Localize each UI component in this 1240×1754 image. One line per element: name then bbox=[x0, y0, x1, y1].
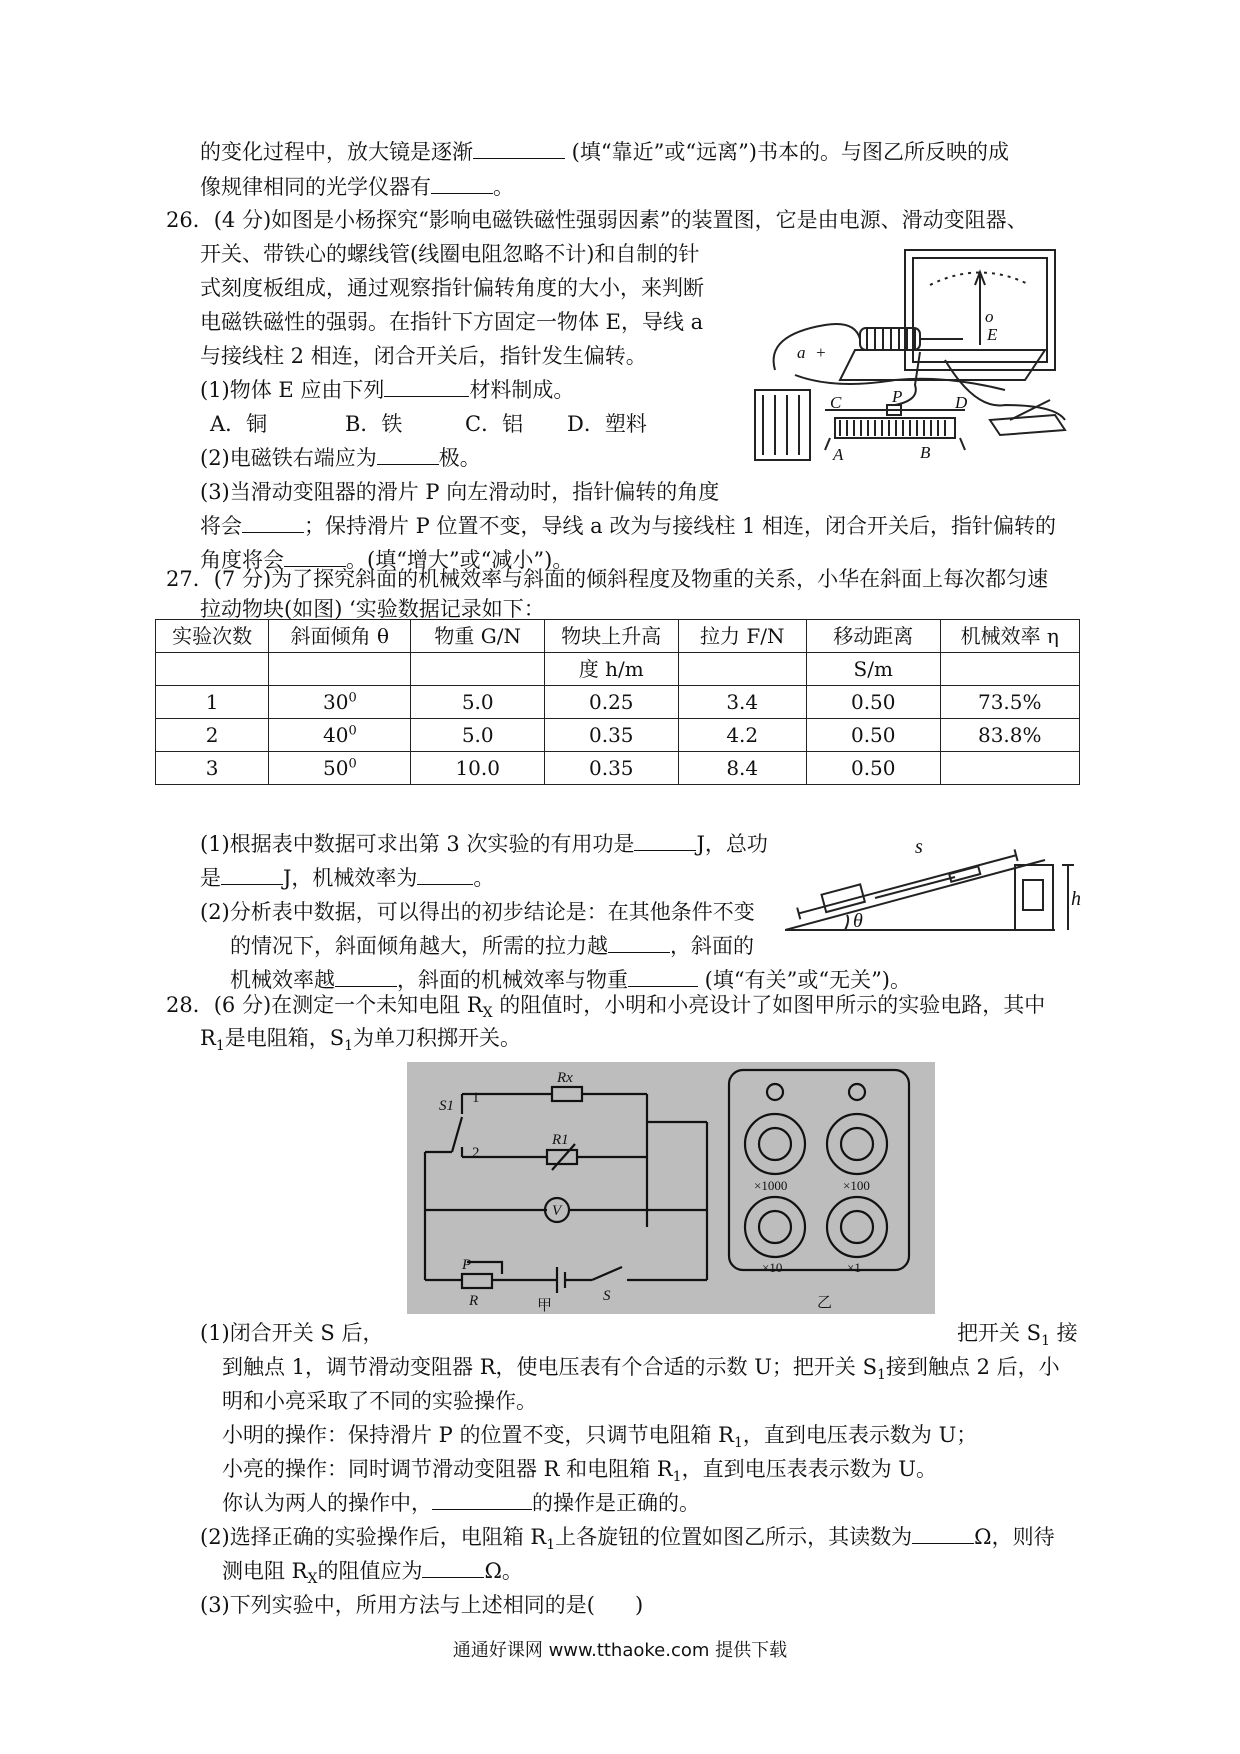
cell-distance: 0.50 bbox=[806, 752, 940, 785]
cell-trial: 3 bbox=[156, 752, 269, 785]
answer-blank[interactable] bbox=[417, 862, 473, 885]
cell-weight: 10.0 bbox=[411, 752, 545, 785]
table-header-row bbox=[156, 620, 1080, 653]
q28-part1: (1)闭合开关 S 后， bbox=[200, 1321, 384, 1345]
cell-weight: 5.0 bbox=[411, 686, 545, 719]
q25-line2: 像规律相同的光学仪器有 。 bbox=[200, 170, 514, 204]
q28-ask: 你认为两人的操作中， 的操作是正确的。 bbox=[222, 1486, 700, 1520]
q26-line: 开关、带铁心的螺线管(线圈电阻忽略不计)和自制的针 bbox=[200, 242, 700, 266]
theta-label: θ bbox=[853, 910, 863, 932]
p-label: P bbox=[892, 387, 903, 406]
cell-distance: 0.50 bbox=[806, 719, 940, 752]
q26-line: 与接线柱 2 相连，闭合开关后，指针发生偏转。 bbox=[200, 344, 647, 368]
switch-s-label: S bbox=[603, 1288, 611, 1304]
experiment-table bbox=[155, 619, 1080, 785]
answer-blank[interactable] bbox=[912, 1521, 974, 1544]
q28-line2: $R_1$是电阻箱，$S_1$为单刀积掷开关。 bbox=[200, 1026, 522, 1055]
option-b: B．铁 bbox=[345, 412, 403, 436]
xiaoliang-op: 小亮的操作：同时调节滑动变阻器 R 和电阻箱 $R_1$，直到电压表表示数为 U。 bbox=[222, 1457, 937, 1486]
header-cell: 移动距离 bbox=[806, 620, 940, 653]
x100-label: ×100 bbox=[843, 1178, 870, 1193]
xiaoming-op: 小明的操作：保持滑片 P 的位置不变，只调节电阻箱 $R_1$，直到电压表示数为 U； bbox=[222, 1423, 978, 1452]
table-row bbox=[156, 686, 1080, 719]
header-cell bbox=[156, 653, 269, 686]
fig-yi-label: 乙 bbox=[817, 1295, 833, 1311]
cell-angle: $30^0$ bbox=[269, 686, 411, 719]
q26-line: 电磁铁磁性的强弱。在指针下方固定一物体 E，导线 a bbox=[200, 310, 704, 334]
q28-part2: (2)选择正确的实验操作后，电阻箱 $R_1$上各旋钮的位置如图乙所示，其读数为 Ω，则待 bbox=[200, 1520, 1055, 1554]
answer-blank[interactable] bbox=[431, 171, 493, 194]
s-label: s bbox=[915, 836, 923, 858]
cell-trial: 1 bbox=[156, 686, 269, 719]
q28-head: 28．(6 分)在测定一个未知电阻 $R_X$ 的阻值时，小明和小亮设计了如图甲所示的实验电路，其中 bbox=[166, 993, 1046, 1022]
q26-part3-line3: 角度将会 。(填“增大”或“减小”)。 bbox=[200, 543, 573, 577]
q27-part1-line2: 是 J，机械效率为 。 bbox=[200, 861, 494, 895]
header-cell: S/m bbox=[806, 653, 940, 686]
header-cell: 机械效率 η bbox=[940, 620, 1080, 653]
q26-part2: (2)电磁铁右端应为 极。 bbox=[200, 441, 481, 475]
b-label: B bbox=[920, 443, 931, 462]
cell-efficiency: 83.8% bbox=[940, 719, 1080, 752]
cell-weight: 5.0 bbox=[411, 719, 545, 752]
q27-head: 27．(7 分)为了探究斜面的机械效率与斜面的倾斜程度及物重的关系，小华在斜面上每次都匀速 bbox=[166, 567, 1049, 591]
h-label: h bbox=[1071, 888, 1081, 910]
q27-part1: (1)根据表中数据可求出第 3 次实验的有用功是 J，总功 bbox=[200, 827, 768, 861]
slider-p-label: P bbox=[462, 1257, 472, 1273]
answer-blank[interactable] bbox=[242, 510, 304, 533]
x1-label: ×1 bbox=[847, 1260, 861, 1275]
header-cell: 物重 G/N bbox=[411, 620, 545, 653]
header-cell: 度 h/m bbox=[544, 653, 678, 686]
q28-part1-right: 把开关 $S_1$ 接 bbox=[957, 1321, 1078, 1350]
q28-part1-line3: 明和小亮采取了不同的实验操作。 bbox=[222, 1389, 537, 1413]
header-cell bbox=[411, 653, 545, 686]
header-cell: 物块上升高 bbox=[544, 620, 678, 653]
x10-label: ×10 bbox=[762, 1260, 783, 1275]
q26-part3: (3)当滑动变阻器的滑片 P 向左滑动时，指针偏转的角度 bbox=[200, 480, 720, 504]
a-wire-label: a bbox=[797, 343, 806, 362]
x1000-label: ×1000 bbox=[754, 1178, 788, 1193]
answer-blank[interactable] bbox=[473, 136, 565, 159]
cell-distance: 0.50 bbox=[806, 686, 940, 719]
contact-2-label: 2 bbox=[472, 1145, 480, 1161]
incline-figure bbox=[785, 825, 1085, 940]
option-c: C．铝 bbox=[465, 412, 524, 436]
s1-label: S1 bbox=[439, 1098, 454, 1114]
option-d: D．塑料 bbox=[567, 412, 647, 436]
cell-height: 0.35 bbox=[544, 719, 678, 752]
d-label: D bbox=[955, 393, 968, 412]
answer-blank[interactable] bbox=[422, 1555, 484, 1578]
table-row bbox=[156, 719, 1080, 752]
q28-part2-line2: 测电阻 $R_X$的阻值应为 Ω。 bbox=[222, 1554, 523, 1588]
option-a: A．铜 bbox=[210, 412, 268, 436]
e-label: E bbox=[987, 325, 998, 344]
voltmeter-label: V bbox=[552, 1203, 562, 1219]
q27-part2: (2)分析表中数据，可以得出的初步结论是：在其他条件不变 bbox=[200, 900, 755, 924]
pivot-label: o bbox=[985, 307, 994, 326]
q26-head: 26．(4 分)如图是小杨探究“影响电磁铁磁性强弱因素”的装置图，它是由电源、滑动变阻器、 bbox=[166, 208, 1028, 232]
circuit-figure bbox=[407, 1062, 935, 1314]
plus-label: + bbox=[815, 343, 827, 362]
cell-angle: $50^0$ bbox=[269, 752, 411, 785]
r1-label: R1 bbox=[552, 1132, 569, 1148]
table-row bbox=[156, 752, 1080, 785]
answer-blank[interactable] bbox=[377, 442, 439, 465]
a-label: A bbox=[833, 445, 844, 464]
q28-part3: (3)下列实验中，所用方法与上述相同的是( ) bbox=[200, 1593, 644, 1617]
rheostat-r-label: R bbox=[469, 1293, 479, 1309]
cell-trial: 2 bbox=[156, 719, 269, 752]
q26-line: 式刻度板组成，通过观察指针偏转角度的大小，来判断 bbox=[200, 276, 704, 300]
cell-angle: $40^0$ bbox=[269, 719, 411, 752]
q27-part2-line2: 的情况下，斜面倾角越大，所需的拉力越 ，斜面的 bbox=[230, 929, 754, 963]
cell-height: 0.35 bbox=[544, 752, 678, 785]
header-cell bbox=[678, 653, 806, 686]
header-cell bbox=[940, 653, 1080, 686]
answer-blank[interactable] bbox=[634, 828, 696, 851]
q26-part3-line2: 将会 ；保持滑片 P 位置不变，导线 a 改为与接线柱 1 相连，闭合开关后，指针偏转的 bbox=[200, 509, 1056, 543]
q27-line2: 拉动物块(如图) ‘实验数据记录如下： bbox=[200, 597, 545, 621]
answer-blank[interactable] bbox=[335, 964, 397, 987]
contact-1-label: 1 bbox=[472, 1090, 480, 1106]
cell-force: 3.4 bbox=[678, 686, 806, 719]
cell-efficiency[interactable] bbox=[940, 752, 1080, 785]
c-label: C bbox=[830, 393, 842, 412]
cell-force: 4.2 bbox=[678, 719, 806, 752]
rx-label: Rx bbox=[557, 1070, 573, 1086]
electromagnet-figure bbox=[745, 240, 1075, 485]
fig-jia-label: 甲 bbox=[537, 1298, 553, 1314]
answer-blank[interactable] bbox=[221, 862, 283, 885]
q28-part1-line2: 到触点 1，调节滑动变阻器 R，使电压表有个合适的示数 U；把开关 $S_1$接到触点 2 后，小 bbox=[222, 1355, 1060, 1384]
answer-blank[interactable] bbox=[608, 930, 670, 953]
header-cell: 拉力 F/N bbox=[678, 620, 806, 653]
q26-part1: (1)物体 E 应由下列 材料制成。 bbox=[200, 373, 574, 407]
page-footer: 通通好课网 www.tthaoke.com 提供下载 bbox=[452, 1640, 788, 1661]
header-cell bbox=[269, 653, 411, 686]
cell-force: 8.4 bbox=[678, 752, 806, 785]
answer-blank[interactable] bbox=[628, 964, 698, 987]
q25-line1: 的变化过程中，放大镜是逐渐 (填“靠近”或“远离”)书本的。与图乙所反映的成 bbox=[200, 135, 1009, 169]
answer-blank[interactable] bbox=[432, 1487, 532, 1510]
cell-height: 0.25 bbox=[544, 686, 678, 719]
header-cell: 斜面倾角 θ bbox=[269, 620, 411, 653]
q27-part2-line3: 机械效率越 ，斜面的机械效率与物重 (填“有关”或“无关”)。 bbox=[230, 963, 911, 997]
header-cell: 实验次数 bbox=[156, 620, 269, 653]
table-header-row2 bbox=[156, 653, 1080, 686]
cell-efficiency: 73.5% bbox=[940, 686, 1080, 719]
answer-blank[interactable] bbox=[384, 374, 469, 397]
